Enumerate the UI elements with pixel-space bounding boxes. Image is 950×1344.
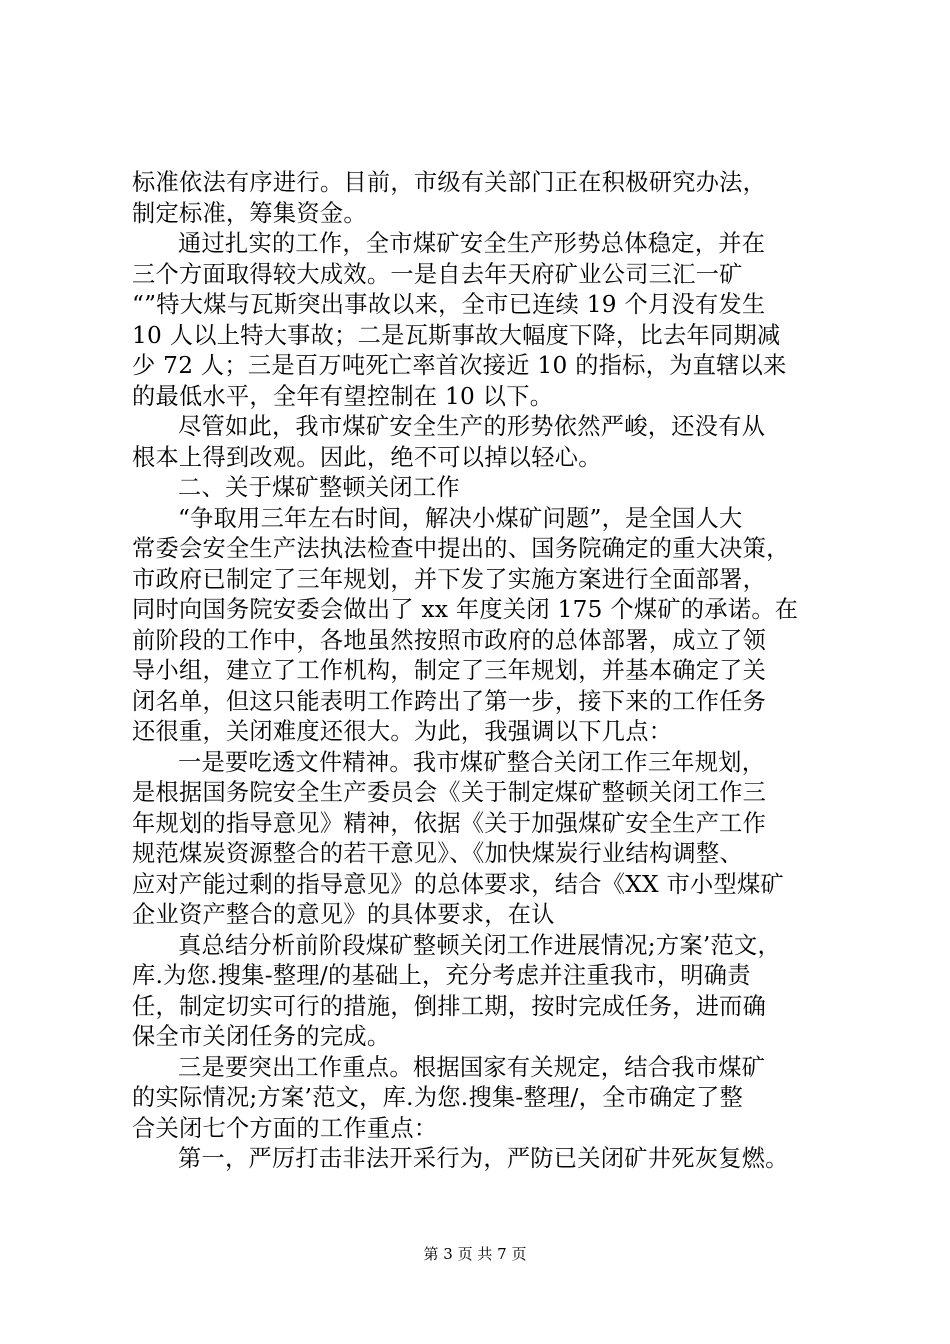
text-line: 一是要吃透文件精神。我市煤矿整合关闭工作三年规划，	[178, 748, 766, 776]
text-line: 保全市关闭任务的完成。	[132, 1023, 391, 1050]
text-line: 还很重，关闭难度还很大。为此，我强调以下几点：	[132, 718, 673, 745]
text-line: 10 人以上特大事故；二是瓦斯事故大幅度下降，比去年同期减	[132, 321, 781, 349]
text-line: 闭名单，但这只能表明工作跨出了第一步，接下来的工作任务	[132, 687, 767, 715]
text-line: “争取用三年左右时间，解决小煤矿问题”，是全国人大	[178, 504, 743, 532]
text-line: 二、关于煤矿整顿关闭工作	[178, 474, 460, 501]
text-line: 少 72 人；三是百万吨死亡率首次接近 10 的指标，为直辖以来	[132, 352, 787, 379]
text-line: 规范煤炭资源整合的若干意见》、《加快煤炭行业结构调整、	[132, 840, 743, 867]
text-line: 尽管如此，我市煤矿安全生产的形势依然严峻，还没有从	[178, 413, 766, 440]
text-line: 前阶段的工作中，各地虽然按照市政府的总体部署，成立了领	[132, 626, 767, 654]
text-line: 第一，严厉打击非法开采行为，严防已关闭矿井死灰复燃。	[178, 1145, 789, 1172]
text-line: 三个方面取得较大成效。一是自去年天府矿业公司三汇一矿	[132, 260, 743, 288]
text-line: “”特大煤与瓦斯突出事故以来，全市已连续 19 个月没有发生	[132, 291, 766, 318]
document-body	[132, 168, 852, 1175]
text-line: 企业资产整合的意见》的具体要求，在认	[132, 901, 555, 928]
text-line: 任，制定切实可行的措施，倒排工期，按时完成任务，进而确	[132, 992, 767, 1020]
text-line: 是根据国务院安全生产委员会《关于制定煤矿整顿关闭工作三	[132, 779, 767, 806]
text-line: 应对产能过剩的指导意见》的总体要求，结合《XX 市小型煤矿	[132, 870, 784, 898]
text-line: 合关闭七个方面的工作重点：	[132, 1114, 438, 1142]
text-line: 的实际情况;方案’范文，库.为您.搜集-整理/，全市确定了整	[132, 1084, 744, 1111]
text-line: 根本上得到改观。因此，绝不可以掉以轻心。	[132, 443, 602, 471]
text-line: 标准依法有序进行。目前，市级有关部门正在积极研究办法，	[132, 169, 767, 196]
text-line: 真总结分析前阶段煤矿整顿关闭工作进展情况;方案’范文，	[178, 931, 781, 959]
text-line: 导小组，建立了工作机构，制定了三年规划，并基本确定了关	[132, 657, 767, 684]
text-line: 年规划的指导意见》精神，依据《关于加强煤矿安全生产工作	[132, 809, 767, 837]
text-line: 常委会安全生产法执法检查中提出的、国务院确定的重大决策，	[132, 535, 790, 562]
text-line: 市政府已制定了三年规划，并下发了实施方案进行全面部署，	[132, 565, 767, 593]
text-line: 制定标准，筹集资金。	[132, 199, 367, 227]
text-line: 的最低水平，全年有望控制在 10 以下。	[132, 382, 554, 410]
text-line: 通过扎实的工作，全市煤矿安全生产形势总体稳定，并在	[178, 230, 766, 257]
page-footer: 第 3 页 共 7 页	[423, 1245, 527, 1263]
text-line: 同时向国务院安委会做出了 xx 年度关闭 175 个煤矿的承诺。在	[132, 596, 799, 623]
text-line: 库.为您.搜集-整理/的基础上，充分考虑并注重我市，明确责	[132, 962, 751, 989]
text-line: 三是要突出工作重点。根据国家有关规定，结合我市煤矿	[178, 1053, 766, 1081]
